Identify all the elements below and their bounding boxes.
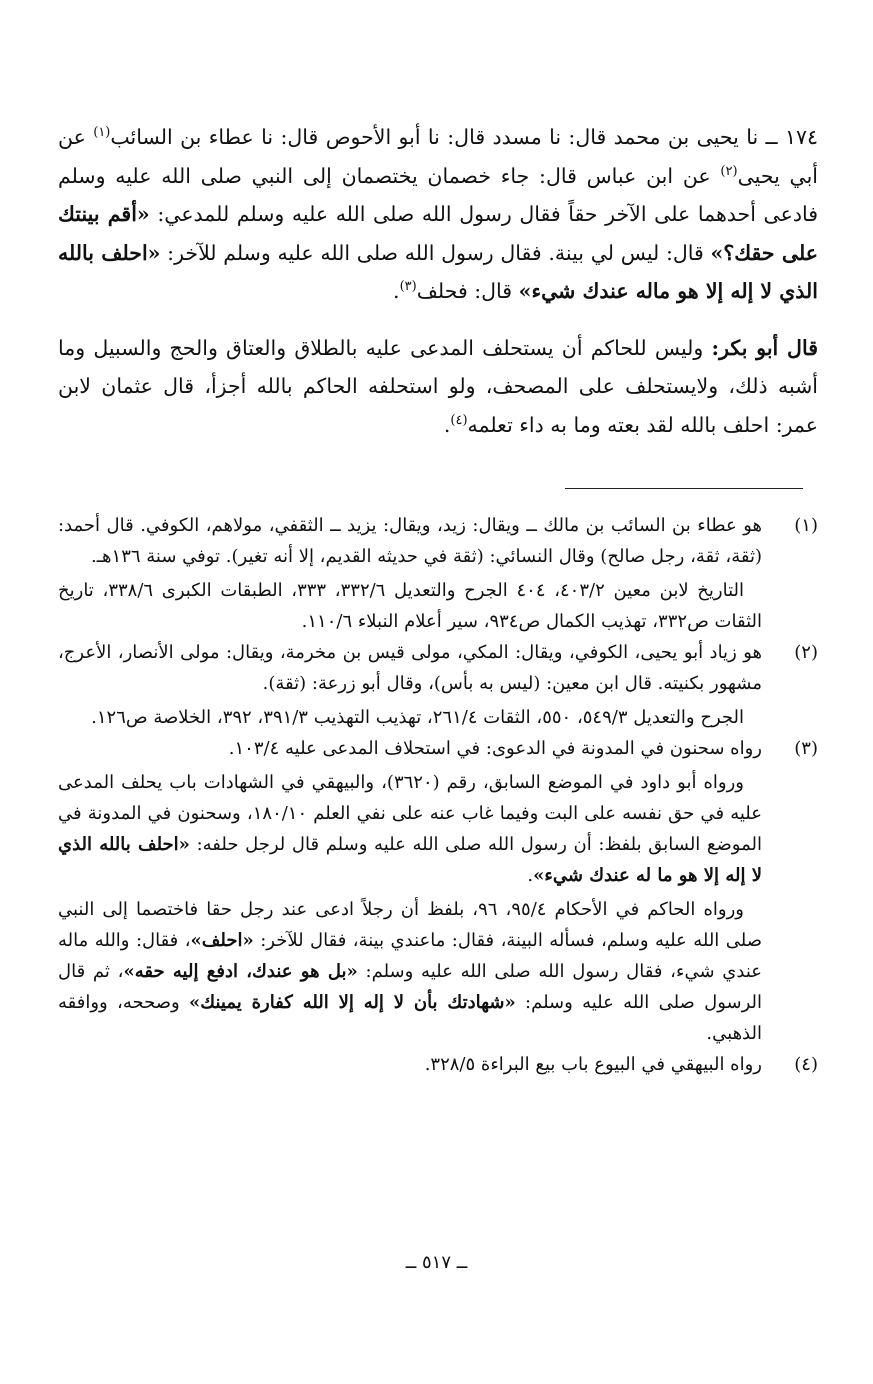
main-text	[58, 118, 818, 444]
footnote-4	[58, 1049, 818, 1080]
footnote-text: رواه سحنون في المدونة في الدعوى: في استحلاف المدعى عليه ١٠٣/٤.	[228, 738, 762, 759]
footnote-text: رواه البيهقي في البيوع باب بيع البراءة ٣٢٨/٥.	[424, 1054, 762, 1075]
footnote-number: (٣)	[794, 738, 818, 759]
footnote-text: وصححه، ووافقه الذهبي.	[58, 992, 762, 1044]
hadith-text: قال: فحلف	[416, 279, 519, 303]
footnote-sources: التاريخ لابن معين ٤٠٣/٢، ٤٠٤ الجرح والتعديل ٣٣٢/٦، ٣٣٣، الطبقات الكبرى ٣٣٨/٦، تاريخ الثقات ص٣٣٢، تهذيب الكمال ص٩٣٤، سير أعلام النبلاء ١١٠/٦.	[58, 580, 762, 632]
footnote-body	[58, 637, 762, 733]
footnote-number: (٢)	[794, 642, 818, 663]
hadith-text: عن أبي يحيى	[58, 125, 819, 188]
comment-text: وليس للحاكم أن يستحلف المدعى عليه بالطلاق والعتاق والحج والسبيل وما أشبه ذلك، ولايستحلف على المصحف، ولو استحلفه الحاكم بالله أجزأ، قال عثمان لابن عمر: احلف بالله لقد بعته وما به داء تعلمه	[58, 335, 818, 437]
footnote-number: (١)	[794, 515, 818, 536]
footnote-2	[58, 637, 818, 733]
footnote-quote: «شهادتك بأن لا إله إلا الله كفارة يمينك»	[189, 992, 516, 1013]
footnote-3	[58, 733, 818, 1049]
comment-text: .	[443, 412, 451, 437]
footnote-paragraph	[58, 767, 762, 891]
footnote-ref-3: (٣)	[399, 279, 417, 295]
footnote-text: ورواه أبو داود في الموضع السابق، رقم (٣٦٢٠)، والبيهقي في الشهادات باب يحلف المدعى عليه في حق نفسه على البت وفيما غاب عنه على نفي العلم ١٨٠/١٠، وسحنون في المدونة في الموضع السابق بلفظ: أن رسول الله صلى الله عليه وسلم قال لرجل حلفه:	[58, 772, 762, 855]
hadith-text: قال: ليس لي بينة. فقال رسول الله صلى الله عليه وسلم للآخر:	[160, 240, 711, 265]
hadith-text: .	[393, 279, 400, 303]
comment-paragraph	[58, 329, 818, 445]
footnote-quote: «احلف»	[190, 930, 254, 951]
footnote-ref-4: (٤)	[450, 412, 468, 428]
footnote-body	[58, 510, 762, 637]
footnote-ref-2: (٢)	[720, 163, 738, 179]
footnote-text: هو عطاء بن السائب بن مالك ــ ويقال: زيد، ويقال: يزيد ــ الثقفي، مولاهم، الكوفي. قال أحمد: (ثقة، ثقة، رجل صالح) وقال النسائي: (ثقة في حديثه القديم، إلا أنه تغير). توفي سنة ١٣٦هـ.	[58, 515, 762, 567]
footnote-text: ورواه الحاكم في الأحكام ٩٥/٤، ٩٦، بلفظ أن رجلاً ادعى عند رجل حقا فاختصما إلى النبي صلى الله عليه وسلم، فسأله البينة، فقال: ماعندي بينة، فقال للآخر:	[58, 899, 763, 951]
footnote-text: هو زياد أبو يحيى، الكوفي، ويقال: المكي، مولى قيس بن مخرمة، ويقال: مولى الأنصار، الأعرج، مشهور بكنيته. قال ابن معين: (ليس به بأس)، وقال أبو زرعة: (ثقة).	[58, 642, 762, 694]
footnote-text: ، فقال: والله ماله عندي شيء، فقال رسول الله صلى الله عليه وسلم:	[58, 930, 762, 982]
comment-speaker: قال أبو بكر:	[711, 335, 818, 360]
footnote-paragraph	[58, 894, 762, 1049]
footnote-text: ، ثم قال الرسول صلى الله عليه وسلم:	[58, 961, 762, 1013]
hadith-text: ١٧٤ ــ نا يحيى بن محمد قال: نا مسدد قال: نا أبو الأحوص قال: نا عطاء بن السائب	[110, 125, 818, 149]
footnote-number: (٤)	[794, 1054, 818, 1075]
footnote-divider	[565, 488, 803, 489]
footnote-quote: «احلف بالله الذي لا إله إلا هو ما له عندك شيء»	[58, 834, 762, 886]
footnote-body	[58, 1049, 762, 1080]
footnotes	[58, 510, 818, 1080]
hadith-quote: «أقم بينتك على حقك؟»	[58, 202, 818, 265]
hadith-quote: «احلف بالله الذي لا إله إلا هو ماله عندك شيء»	[58, 240, 818, 303]
page-number: ــ ٥١٧ ــ	[405, 1252, 468, 1273]
footnote-sources: الجرح والتعديل ٥٤٩/٣، ٥٥٠، الثقات ٢٦١/٤، تهذيب التهذيب ٣٩١/٣، ٣٩٢، الخلاصة ص١٢٦.	[91, 707, 744, 728]
footnote-quote: «بل هو عندك، ادفع إليه حقه»	[123, 961, 358, 982]
footnote-text: .	[527, 865, 534, 886]
hadith-paragraph	[58, 118, 818, 311]
footnote-body	[58, 733, 762, 1049]
footnote-ref-1: (١)	[93, 125, 111, 141]
footnote-1	[58, 510, 818, 637]
hadith-text: عن ابن عباس قال: جاء خصمان يختصمان إلى النبي صلى الله عليه وسلم فادعى أحدهما على الآخر حقاً فقال رسول الله صلى الله عليه وسلم للمدعي:	[58, 163, 818, 226]
